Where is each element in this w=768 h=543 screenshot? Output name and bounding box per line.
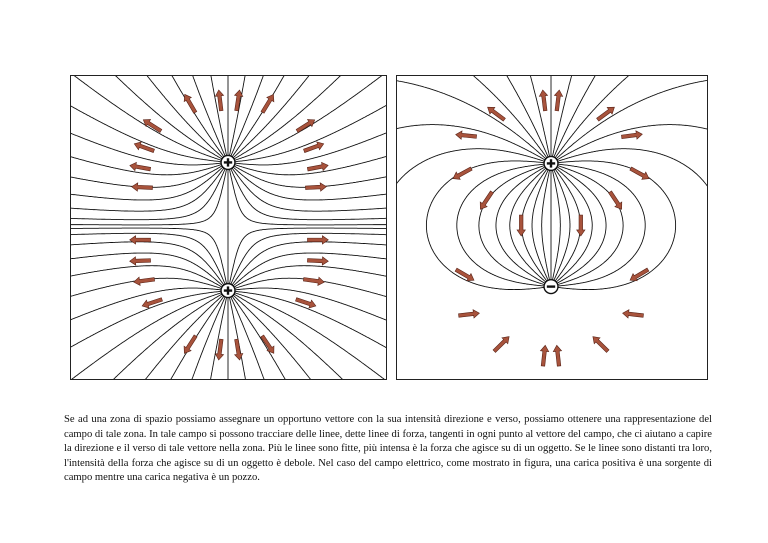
caption-text: Se ad una zona di spazio possiamo assegnare un opportuno vettore con la sua intensità direzione e verso, possiamo ottenere una rappresentazione del campo di tale zona. In tale campo si possono tracciare delle linee, dette linee di forza, tangenti in ogni punto al vettore del campo, che ci aiutano a capire la direzione e il verso di tale vettore nella zona. Più le linee sono fitte, più intensa è la forza che agisce su di un oggetto. Se le linee sono distanti tra loro, l'intensità della forza che agisce su di un oggetto è debole. Nel caso del campo elettrico, come mostrato in figura, una carica positiva è una sorgente di campo mentre una carica negativa è un pozzo. [64, 414, 712, 484]
field-line-group [397, 76, 707, 290]
positive-charge-icon [544, 156, 558, 170]
field-arrow [553, 345, 564, 367]
positive-charge-icon [221, 155, 235, 169]
field-arrow [590, 334, 611, 355]
field-arrow [629, 165, 651, 182]
field-arrow [622, 309, 644, 320]
field-line [530, 76, 550, 157]
field-line [235, 291, 386, 349]
field-arrow [131, 183, 152, 192]
field-arrow [307, 256, 328, 265]
field-line [542, 170, 550, 281]
field-arrow [305, 182, 326, 192]
field-arrow [517, 215, 525, 236]
field-line [229, 76, 245, 156]
field-line [554, 169, 580, 282]
field-arrow [303, 275, 325, 286]
field-line [556, 80, 707, 159]
field-arrow [141, 116, 163, 134]
field-arrow [133, 275, 155, 286]
field-line [71, 266, 222, 287]
field-line [210, 297, 226, 379]
field-line [506, 76, 549, 157]
field-arrow [215, 89, 226, 111]
field-diagram-like-charges [70, 75, 387, 380]
field-line [479, 166, 546, 285]
field-line [234, 266, 386, 287]
field-arrow [621, 130, 643, 141]
field-lines-dipole [397, 76, 707, 379]
field-line [556, 166, 623, 285]
field-arrow [455, 130, 477, 140]
field-line [471, 76, 547, 158]
field-arrow [451, 165, 473, 182]
field-line [229, 297, 245, 379]
field-arrow [181, 334, 199, 356]
field-diagram-dipole [396, 75, 708, 380]
field-line [71, 291, 221, 348]
field-arrow [477, 190, 496, 212]
field-arrow [458, 309, 480, 320]
field-line [233, 76, 310, 158]
field-line [71, 167, 223, 200]
field-line [555, 76, 631, 158]
field-line [522, 169, 548, 282]
positive-charge-icon [221, 284, 235, 298]
field-line [234, 294, 345, 379]
field-line-group [71, 76, 386, 379]
field-line [71, 168, 224, 211]
field-line [233, 295, 312, 379]
field-arrow [539, 345, 550, 367]
field-arrow [607, 190, 626, 212]
negative-charge-icon [544, 280, 558, 294]
field-arrow [130, 236, 151, 244]
field-line [144, 295, 223, 379]
field-line [552, 76, 572, 157]
field-line [552, 170, 560, 281]
field-arrow [577, 215, 585, 236]
field-line [234, 76, 342, 159]
field-arrow [553, 89, 564, 111]
field-line [554, 76, 597, 157]
field-line [397, 80, 546, 158]
field-arrow [307, 236, 328, 244]
field-line [211, 76, 227, 156]
field-lines-like-charges [71, 76, 386, 379]
field-arrow [130, 256, 151, 265]
field-arrow [539, 89, 550, 111]
field-line [233, 167, 386, 200]
field-arrow [259, 92, 277, 114]
field-arrow [491, 334, 512, 355]
field-arrow [295, 116, 317, 134]
field-arrow [454, 266, 476, 284]
field-arrow [232, 339, 244, 361]
field-arrow [628, 266, 650, 284]
field-line [111, 294, 222, 379]
field-line [114, 76, 222, 159]
field-line [145, 76, 222, 158]
field-line [235, 104, 386, 162]
field-line [71, 105, 221, 162]
